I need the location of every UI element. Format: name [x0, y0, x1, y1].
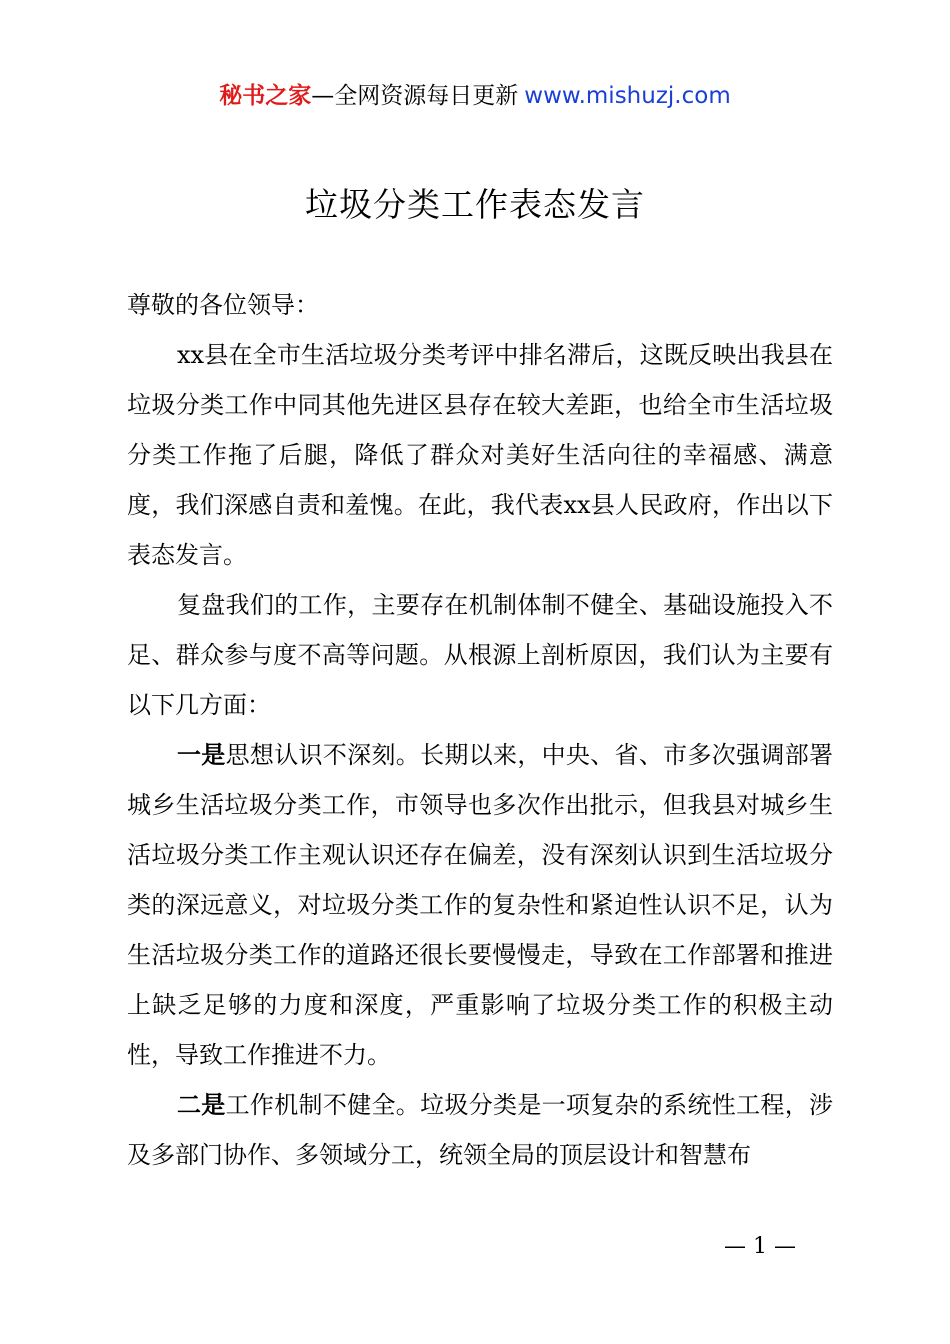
paragraph-4-lead: 二是 [177, 1091, 226, 1119]
county-placeholder: xx [177, 341, 205, 369]
salutation: 尊敬的各位领导： [127, 291, 319, 319]
paragraph-2: 复盘我们的工作，主要存在机制体制不健全、基础设施投入不足、群众参与度不高等问题。从根源上剖析原因，我们认为主要有以下几方面： [127, 591, 833, 719]
paragraph-4 [127, 1080, 833, 1180]
paragraph-3-text: 思想认识不深刻。长期以来，中央、省、市多次强调部署城乡生活垃圾分类工作，市领导也多次作出批示，但我县对城乡生活垃圾分类工作主观认识还存在偏差，没有深刻认识到生活垃圾分类的深远意义，对垃圾分类工作的复杂性和紧迫性认识不足，认为生活垃圾分类工作的道路还很长要慢慢走，导致在工作部署和推进上缺乏足够的力度和深度，严重影响了垃圾分类工作的积极主动性，导致工作推进不力。 [127, 741, 834, 1069]
paragraph-3-lead: 一是 [177, 741, 226, 769]
paragraph-1-text-b: 县人民政府，作出以下表态发言。 [127, 491, 834, 569]
document-body [127, 280, 833, 1180]
site-header [0, 80, 950, 112]
header-tagline: —全网资源每日更新 [311, 83, 519, 109]
paragraph-4-text: 工作机制不健全。垃圾分类是一项复杂的系统性工程，涉及多部门协作、多领域分工，统领全局的顶层设计和智慧布 [127, 1091, 834, 1169]
paragraph-3 [127, 730, 833, 1080]
document-title: 垃圾分类工作表态发言 [305, 185, 645, 224]
paragraph-1 [127, 330, 833, 580]
paragraph-1-text-a: 县在全市生活垃圾分类考评中排名滞后，这既反映出我县在垃圾分类工作中同其他先进区县存在较大差距，也给全市生活垃圾分类工作拖了后腿，降低了群众对美好生活向往的幸福感、满意度，我们深感自责和羞愧。在此，我代表 [127, 341, 833, 519]
site-url-link[interactable]: www.mishuzj.com [524, 83, 731, 109]
page-number: — 1 — [724, 1234, 796, 1259]
brand-name: 秘书之家 [219, 83, 312, 109]
county-placeholder: xx [563, 491, 591, 519]
